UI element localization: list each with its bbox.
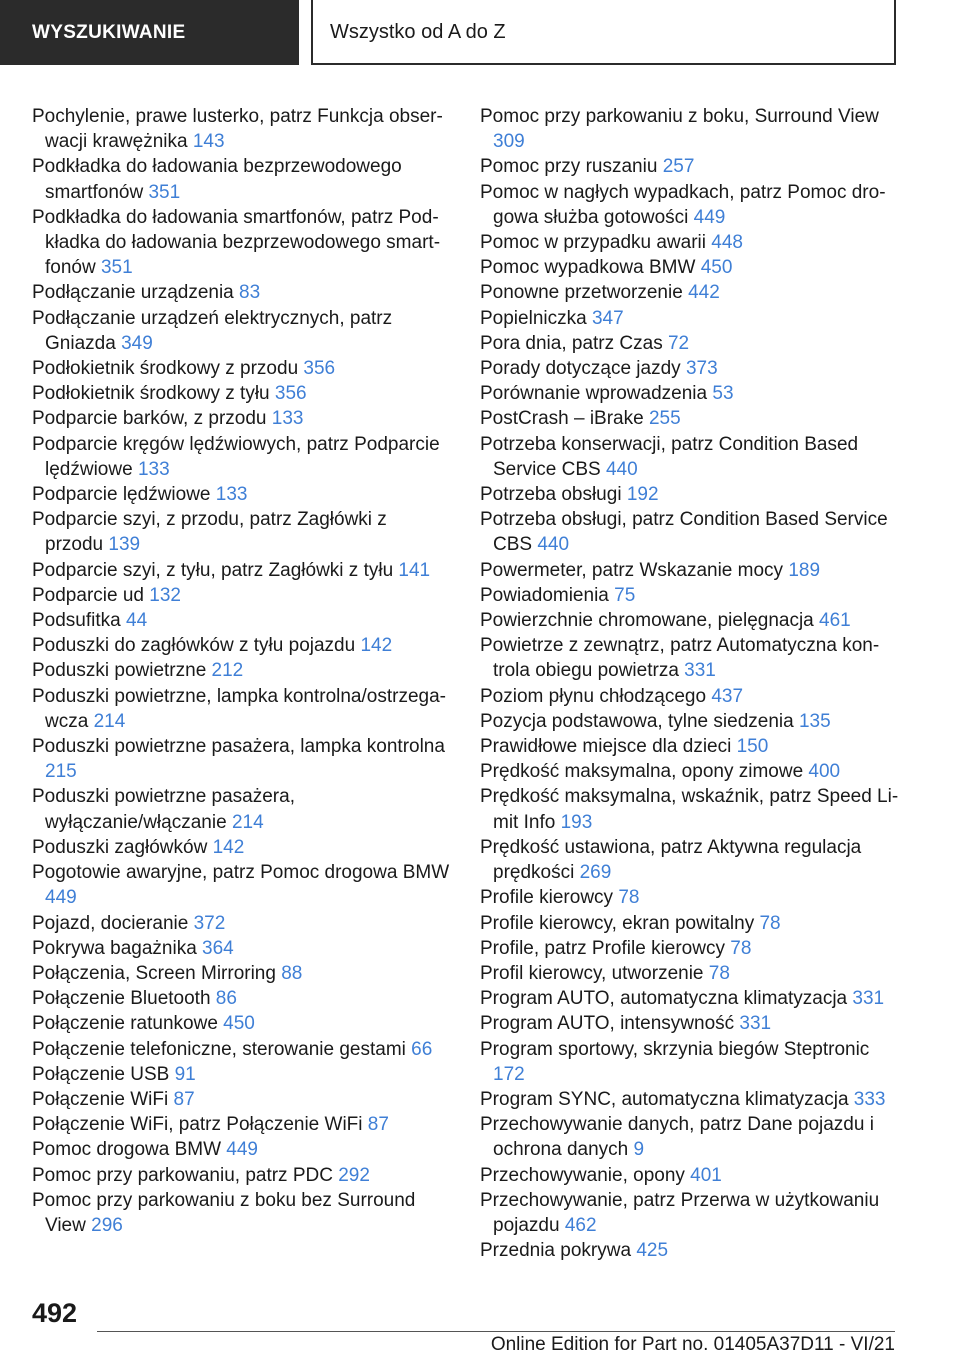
index-entry <box>32 205 450 281</box>
index-entry <box>32 986 450 1011</box>
index-entry-page-link[interactable]: 141 <box>398 559 431 581</box>
index-entry-page-link[interactable]: 143 <box>192 131 225 153</box>
index-entry <box>480 406 900 431</box>
index-entry <box>32 684 450 734</box>
index-entry-page-link[interactable]: 9 <box>633 1139 645 1161</box>
index-entry-page-link[interactable]: 192 <box>626 484 659 506</box>
index-entry <box>32 1163 450 1188</box>
index-entry <box>32 911 450 936</box>
index-entry-text: Podparcie barków, z przodu <box>32 408 267 430</box>
index-entry-text: Połączenie ratunkowe <box>32 1013 218 1035</box>
index-entry <box>480 1112 900 1162</box>
index-entry-page-link[interactable]: 331 <box>852 988 885 1010</box>
index-entry <box>480 381 900 406</box>
index-entry-text: Podłączanie urządzenia <box>32 282 234 304</box>
index-entry <box>480 280 900 305</box>
index-entry-text: Prędkość maksymalna, wskaźnik, patrz Speed Limit Info <box>480 786 899 833</box>
index-entry <box>480 356 900 381</box>
index-entry-page-link[interactable]: 257 <box>662 156 695 178</box>
section-tab: WYSZUKIWANIE <box>0 0 299 65</box>
index-entry-page-link[interactable]: 400 <box>808 761 841 783</box>
index-entry-page-link[interactable]: 296 <box>91 1214 123 1236</box>
index-entry-text: Pomoc przy ruszaniu <box>480 156 658 178</box>
index-entry-text: Podparcie ud <box>32 584 144 606</box>
index-entry <box>480 608 900 633</box>
index-entry-page-link[interactable]: 437 <box>711 685 744 707</box>
index-entry <box>32 961 450 986</box>
index-entry <box>32 734 450 784</box>
index-entry <box>32 280 450 305</box>
index-entry-text: Powierzchnie chromowane, pielęgnacja <box>480 610 814 632</box>
index-entry-text: Profil kierowcy, utworzenie <box>480 962 704 984</box>
index-entry-page-link[interactable]: 87 <box>173 1088 195 1110</box>
index-entry <box>32 558 450 583</box>
index-entry-page-link[interactable]: 442 <box>688 282 720 304</box>
index-entry-page-link[interactable]: 401 <box>690 1164 722 1186</box>
index-entry-text: Profile kierowcy <box>480 887 614 909</box>
index-entry-text: Porady dotyczące jazdy <box>480 358 681 380</box>
index-entry-text: Prędkość maksymalna, opony zimowe <box>480 761 804 783</box>
index-entry-text: Przednia pokrywa <box>480 1240 632 1262</box>
index-entry-text: Prawidłowe miejsce dla dzieci <box>480 736 732 758</box>
index-entry-text: Pojazd, docieranie <box>32 912 189 934</box>
index-entry-page-link[interactable]: 133 <box>271 408 304 430</box>
index-entry-text: Podłokietnik środkowy z przodu <box>32 358 299 380</box>
index-entry-page-link[interactable]: 78 <box>730 937 752 959</box>
index-entry-text: Poduszki powietrzne, lampka kontrolna/ostrzegawcza <box>32 685 446 732</box>
index-entry-text: Przechowywanie, patrz Przerwa w użytkowaniu pojazdu <box>480 1189 880 1236</box>
index-entry <box>480 230 900 255</box>
index-entry <box>480 709 900 734</box>
index-entry-text: Profile kierowcy, ekran powitalny <box>480 912 755 934</box>
index-entry-page-link[interactable]: 449 <box>226 1139 258 1161</box>
index-entry-page-link[interactable]: 215 <box>45 761 77 783</box>
index-entry <box>32 356 450 381</box>
index-entry <box>480 507 900 557</box>
index-entry <box>480 1163 900 1188</box>
index-entry-page-link[interactable]: 214 <box>231 811 264 833</box>
index-entry-page-link[interactable]: 373 <box>685 358 718 380</box>
index-entry <box>32 835 450 860</box>
index-entry-page-link[interactable]: 349 <box>121 332 153 354</box>
index-entry-page-link[interactable]: 309 <box>493 131 525 153</box>
index-entry-page-link[interactable]: 331 <box>684 660 716 682</box>
index-entry-page-link[interactable]: 150 <box>736 736 769 758</box>
index-entry-page-link[interactable]: 450 <box>700 257 733 279</box>
index-entry-text: Program sportowy, skrzynia biegów Steptronic <box>480 1038 870 1060</box>
index-entry-text: Połączenia, Screen Mirroring <box>32 962 276 984</box>
index-entry-page-link[interactable]: 255 <box>648 408 681 430</box>
index-entry-text: Podparcie szyi, z przodu, patrz Zagłówki z przodu <box>32 509 387 556</box>
index-entry <box>32 1112 450 1137</box>
index-entry-text: Pomoc drogowa BMW <box>32 1139 222 1161</box>
index-entry-page-link[interactable]: 440 <box>605 458 638 480</box>
page-number: 492 <box>32 1298 78 1328</box>
index-entry <box>480 784 900 834</box>
index-entry-text: PostCrash – iBrake <box>480 408 644 430</box>
index-entry <box>480 1238 900 1263</box>
index-entry-text: Podparcie szyi, z tyłu, patrz Zagłówki z tyłu <box>32 559 394 581</box>
index-entry <box>480 331 900 356</box>
index-entry-page-link[interactable]: 53 <box>712 383 734 405</box>
index-entry-page-link[interactable]: 66 <box>411 1038 433 1060</box>
index-entry-text: Powermeter, patrz Wskazanie mocy <box>480 559 784 581</box>
index-column-left <box>32 104 450 1238</box>
index-entry-text: Połączenie WiFi, patrz Połączenie WiFi <box>32 1114 363 1136</box>
index-entry-text: Program SYNC, automatyczna klimatyzacja <box>480 1088 849 1110</box>
index-entry-page-link[interactable]: 449 <box>693 206 726 228</box>
index-entry-text: Potrzeba obsługi <box>480 484 622 506</box>
index-entry-page-link[interactable]: 75 <box>614 584 636 606</box>
index-entry <box>32 1137 450 1162</box>
index-entry <box>480 482 900 507</box>
index-entry <box>32 608 450 633</box>
index-entry <box>32 583 450 608</box>
index-entry-page-link[interactable]: 292 <box>338 1164 370 1186</box>
index-entry-text: Podparcie kręgów lędźwiowych, patrz Podparcie lędźwiowe <box>32 433 440 480</box>
index-entry-text: Pokrywa bagażnika <box>32 937 197 959</box>
index-entry-text: Prędkość ustawiona, patrz Aktywna regulacja prędkości <box>480 836 862 884</box>
index-entry <box>480 986 900 1011</box>
index-entry-text: Pogotowie awaryjne, patrz Pomoc drogowa BMW <box>32 862 450 884</box>
index-entry-page-link[interactable]: 142 <box>360 635 393 657</box>
index-entry <box>32 432 450 482</box>
index-entry <box>32 507 450 557</box>
index-entry-text: Podsufitka <box>32 610 121 632</box>
index-entry-text: Połączenie WiFi <box>32 1088 169 1110</box>
index-entry-text: Poduszki powietrzne pasażera, wyłączanie/włączanie <box>32 786 295 833</box>
index-entry <box>480 835 900 885</box>
index-entry-text: Poduszki powietrzne <box>32 660 207 682</box>
index-entry-text: Powiadomienia <box>480 584 609 606</box>
index-entry-page-link[interactable]: 133 <box>137 458 170 480</box>
index-entry-text: Pomoc przy parkowaniu, patrz PDC <box>32 1164 333 1186</box>
index-entry <box>480 684 900 709</box>
index-entry <box>480 1037 900 1087</box>
index-entry <box>32 860 450 910</box>
index-entry <box>32 1011 450 1036</box>
index-entry-text: Program AUTO, intensywność <box>480 1013 735 1035</box>
index-entry-page-link[interactable]: 133 <box>215 484 248 506</box>
index-entry <box>32 1087 450 1112</box>
index-entry-text: Popielniczka <box>480 307 587 329</box>
index-entry-page-link[interactable]: 461 <box>819 610 851 632</box>
index-entry <box>480 911 900 936</box>
index-entry-text: Pozycja podstawowa, tylne siedzenia <box>480 710 794 732</box>
index-entry-text: Podparcie lędźwiowe <box>32 484 211 506</box>
index-entry-page-link[interactable]: 193 <box>560 811 593 833</box>
index-entry-page-link[interactable]: 135 <box>798 710 831 732</box>
index-entry-page-link[interactable]: 351 <box>100 257 133 279</box>
index-entry-page-link[interactable]: 139 <box>108 534 141 556</box>
index-entry-page-link[interactable]: 440 <box>537 534 570 556</box>
index-entry-text: Przechowywanie, opony <box>480 1164 685 1186</box>
index-entry-page-link[interactable]: 88 <box>281 962 303 984</box>
index-entry-text: Pora dnia, patrz Czas <box>480 332 663 354</box>
index-entry-page-link[interactable]: 425 <box>636 1240 669 1262</box>
index-entry <box>32 784 450 834</box>
index-entry-text: Pomoc przy parkowaniu z boku bez Surround View <box>32 1189 416 1236</box>
index-entry-text: Przechowywanie danych, patrz Dane pojazdu i ochrona danych <box>480 1114 874 1161</box>
index-entry-text: Podkładka do ładowania bezprzewodowego smartfonów <box>32 156 402 203</box>
index-entry-page-link[interactable]: 86 <box>215 988 237 1010</box>
index-entry-page-link[interactable]: 351 <box>148 181 181 203</box>
index-entry-page-link[interactable]: 269 <box>579 862 612 884</box>
index-entry-text: Pomoc wypadkowa BMW <box>480 257 696 279</box>
index-entry-page-link[interactable]: 372 <box>193 912 226 934</box>
index-entry-text: Potrzeba obsługi, patrz Condition Based Service CBS <box>480 509 888 556</box>
index-entry-page-link[interactable]: 142 <box>212 836 245 858</box>
index-entry-page-link[interactable]: 364 <box>202 937 234 959</box>
index-entry-page-link[interactable]: 83 <box>239 282 261 304</box>
index-entry-text: Pomoc w przypadku awarii <box>480 232 706 254</box>
index-entry <box>480 885 900 910</box>
index-entry-page-link[interactable]: 78 <box>618 887 640 909</box>
index-entry <box>32 1062 450 1087</box>
index-entry <box>480 1188 900 1238</box>
index-entry-text: Pomoc przy parkowaniu z boku, Surround View <box>480 106 879 127</box>
index-entry <box>32 1037 450 1062</box>
index-entry-page-link[interactable]: 462 <box>564 1214 597 1236</box>
index-entry <box>32 482 450 507</box>
index-entry-text: Ponowne przetworzenie <box>480 282 683 304</box>
index-entry-page-link[interactable]: 172 <box>493 1063 525 1085</box>
footer-edition: Online Edition for Part no. 01405A37D11 - VI/21 <box>490 1334 895 1355</box>
index-entry <box>480 1087 900 1112</box>
index-entry-text: Podkładka do ładowania smartfonów, patrz Podkładka do ładowania bezprzewodowego smartfonów <box>32 206 441 279</box>
section-title: Wszystko od A do Z <box>311 0 896 65</box>
index-entry-text: Potrzeba konserwacji, patrz Condition Based Service CBS <box>480 433 859 480</box>
index-entry-page-link[interactable]: 448 <box>711 232 743 254</box>
index-entry-text: Poduszki powietrzne pasażera, lampka kontrolna <box>32 736 445 758</box>
index-entry <box>32 381 450 406</box>
index-entry <box>32 154 450 204</box>
index-entry <box>32 633 450 658</box>
page-header <box>0 0 960 66</box>
index-entry-text: Połączenie Bluetooth <box>32 988 211 1010</box>
index-entry <box>32 936 450 961</box>
index-entry-text: Podłokietnik środkowy z tyłu <box>32 383 270 405</box>
index-entry-page-link[interactable]: 78 <box>708 962 730 984</box>
index-entry <box>480 154 900 179</box>
index-entry-text: Pomoc w nagłych wypadkach, patrz Pomoc drogowa służba gotowości <box>480 181 886 228</box>
index-entry-page-link[interactable]: 87 <box>367 1114 389 1136</box>
index-column-right <box>480 104 900 1263</box>
index-entry <box>480 734 900 759</box>
index-entry <box>32 658 450 683</box>
index-entry <box>480 633 900 683</box>
index-entry <box>480 759 900 784</box>
index-entry-text: Połączenie USB <box>32 1063 170 1085</box>
index-entry-page-link[interactable]: 44 <box>126 610 148 632</box>
index-entry-page-link[interactable]: 132 <box>149 584 181 606</box>
index-entry-page-link[interactable]: 356 <box>303 358 336 380</box>
index-entry-page-link[interactable]: 214 <box>93 710 126 732</box>
index-entry-text: Poduszki do zagłówków z tyłu pojazdu <box>32 635 356 657</box>
index-entry <box>480 306 900 331</box>
index-entry <box>480 255 900 280</box>
index-entry-page-link[interactable]: 333 <box>853 1088 886 1110</box>
index-entry-text: Powietrze z zewnątrz, patrz Automatyczna kontrola obiegu powietrza <box>480 635 880 682</box>
index-entry <box>480 936 900 961</box>
footer-divider <box>97 1331 895 1332</box>
index-entry-page-link[interactable]: 449 <box>45 887 77 909</box>
index-entry-page-link[interactable]: 347 <box>591 307 624 329</box>
index-entry-page-link[interactable]: 91 <box>174 1063 196 1085</box>
index-entry <box>32 406 450 431</box>
index-entry-text: Połączenie telefoniczne, sterowanie gestami <box>32 1038 406 1060</box>
index-entry-page-link[interactable]: 189 <box>788 559 821 581</box>
index-entry-text: Profile, patrz Profile kierowcy <box>480 937 725 959</box>
index-entry <box>32 306 450 356</box>
index-entry <box>480 558 900 583</box>
index-entry <box>480 180 900 230</box>
index-entry-page-link[interactable]: 78 <box>759 912 781 934</box>
index-entry-page-link[interactable]: 212 <box>211 660 244 682</box>
index-entry-page-link[interactable]: 450 <box>223 1013 255 1035</box>
index-entry <box>480 583 900 608</box>
index-entry-text: Poziom płynu chłodzącego <box>480 685 707 707</box>
index-entry-page-link[interactable]: 356 <box>274 383 307 405</box>
index-entry-text: Program AUTO, automatyczna klimatyzacja <box>480 988 848 1010</box>
index-entry-page-link[interactable]: 331 <box>739 1013 772 1035</box>
index-entry <box>480 104 900 154</box>
index-entry-text: Pochylenie, prawe lusterko, patrz Funkcja obserwacji krawężnika <box>32 106 443 153</box>
index-entry-text: Porównanie wprowadzenia <box>480 383 708 405</box>
index-entry <box>480 961 900 986</box>
index-entry-page-link[interactable]: 72 <box>667 332 690 354</box>
index-entry <box>32 1188 450 1238</box>
index-entry-text: Poduszki zagłówków <box>32 836 208 858</box>
index-entry <box>32 104 450 154</box>
index-entry <box>480 1011 900 1036</box>
index-entry-text: Podłączanie urządzeń elektrycznych, patrz Gniazda <box>32 307 393 354</box>
index-entry <box>480 432 900 482</box>
